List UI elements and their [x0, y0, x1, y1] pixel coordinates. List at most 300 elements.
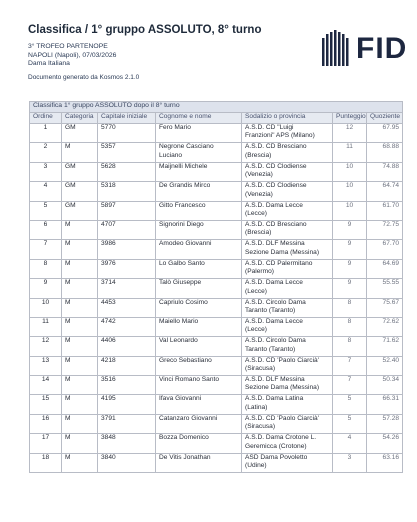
cell-quoziente-text: 74.88: [382, 162, 400, 170]
cell-categoria: [62, 240, 98, 259]
table-row: [30, 395, 403, 414]
cell-categoria: [62, 201, 98, 220]
cell-ordine-text: 18: [41, 453, 50, 461]
cell-capitale-text: 3976: [101, 259, 116, 267]
table-row: [30, 259, 403, 278]
cell-quoziente-text: 54.26: [382, 434, 400, 442]
cell-quoziente-text: 50.34: [382, 376, 400, 384]
cell-ordine: [30, 376, 62, 395]
column-header: Cognome e nome: [156, 113, 242, 124]
event-location-date: NAPOLI (Napoli), 07/03/2026: [28, 51, 117, 59]
cell-nome-text: De Grandis Mirco: [159, 182, 211, 190]
cell-categoria: [62, 434, 98, 453]
cell-quoziente: [367, 337, 403, 356]
cell-capitale-text: 5897: [101, 201, 116, 209]
cell-categoria: [62, 414, 98, 433]
cell-categoria-text: M: [65, 259, 71, 267]
cell-categoria-text: M: [65, 453, 71, 461]
cell-ordine-text: 14: [41, 376, 50, 384]
cell-punteggio: [333, 220, 367, 239]
cell-ordine: [30, 220, 62, 239]
cell-sodalizio-text: A.S.D. CD 'Paolo Ciarcià': [245, 356, 319, 364]
cell-quoziente: [367, 453, 403, 472]
cell-punteggio-text: 11: [346, 143, 353, 151]
cell-capitale: [98, 182, 156, 201]
cell-quoziente-text: 55.55: [382, 279, 400, 287]
cell-sodalizio-text: A.S.D. CD Clodiense: [245, 182, 307, 190]
cell-categoria: [62, 279, 98, 298]
cell-ordine-text: 1: [43, 124, 48, 131]
cell-sodalizio-text: (Udine): [245, 462, 267, 470]
cell-sodalizio-text: Taranto (Taranto): [245, 306, 296, 314]
table-row: [30, 201, 403, 220]
page-title: Classifica / 1° gruppo ASSOLUTO, 8° turno: [28, 24, 262, 36]
cell-sodalizio-text: (Palermo): [245, 268, 274, 276]
cell-categoria: [62, 143, 98, 162]
cell-quoziente-text: 72.75: [382, 220, 400, 228]
cell-punteggio: [333, 124, 367, 143]
cell-categoria-text: M: [65, 337, 71, 345]
cell-sodalizio-text: (Latina): [245, 403, 268, 411]
cell-quoziente-text: 57.28: [382, 414, 400, 422]
cell-sodalizio: [242, 279, 333, 298]
table-row: [30, 337, 403, 356]
cell-quoziente-text: 75.67: [382, 298, 400, 306]
cell-sodalizio-text: A.S.D. CD Bresciano: [245, 220, 307, 228]
cell-ordine: [30, 317, 62, 336]
cell-punteggio-text: 8: [347, 317, 352, 325]
cell-categoria: [62, 376, 98, 395]
cell-punteggio-text: 10: [345, 201, 354, 209]
cell-quoziente-text: 71.62: [382, 337, 400, 345]
cell-quoziente-text: 72.62: [382, 317, 400, 325]
cell-nome-text: Fero Mario: [159, 124, 191, 131]
cell-sodalizio: [242, 317, 333, 336]
cell-ordine-text: 9: [43, 279, 48, 287]
cell-punteggio: [333, 182, 367, 201]
column-header: Sodalizio o provincia: [242, 113, 333, 124]
cell-sodalizio-text: (Lecce): [245, 209, 267, 217]
cell-sodalizio-text: A.S.D. CD Clodiense: [245, 162, 307, 170]
cell-punteggio-text: 9: [347, 279, 352, 287]
cell-categoria-text: M: [65, 414, 71, 422]
cell-capitale: [98, 434, 156, 453]
cell-capitale: [98, 356, 156, 375]
cell-capitale: [98, 414, 156, 433]
cell-sodalizio-text: (Venezia): [245, 171, 273, 179]
cell-ordine-text: 4: [43, 182, 48, 190]
cell-categoria-text: M: [65, 395, 71, 403]
cell-ordine: [30, 240, 62, 259]
cell-punteggio: [333, 298, 367, 317]
cell-capitale-text: 5628: [101, 162, 116, 170]
cell-sodalizio-text: A.S.D. CD Bresciano: [245, 143, 307, 151]
table-row: [30, 162, 403, 181]
cell-sodalizio-text: A.S.D. CD "Luigi: [245, 124, 294, 131]
cell-categoria: [62, 162, 98, 181]
table-row: [30, 240, 403, 259]
cell-ordine: [30, 279, 62, 298]
column-header: Categoria: [62, 113, 98, 124]
cell-capitale-text: 3791: [101, 414, 116, 422]
cell-quoziente: [367, 376, 403, 395]
cell-sodalizio-text: (Brescia): [245, 229, 272, 237]
cell-categoria-text: GM: [65, 124, 76, 131]
cell-punteggio: [333, 162, 367, 181]
cell-ordine-text: 6: [43, 220, 48, 228]
table-caption: Classifica 1° gruppo ASSOLUTO dopo il 8° turno: [30, 102, 403, 113]
cell-sodalizio: [242, 162, 333, 181]
cell-quoziente-text: 64.74: [382, 182, 400, 190]
cell-sodalizio-text: A.S.D. Circolo Dama: [245, 337, 306, 345]
cell-punteggio-text: 7: [347, 356, 352, 364]
cell-categoria-text: M: [65, 298, 71, 306]
cell-punteggio-text: 10: [345, 162, 354, 170]
cell-categoria: [62, 395, 98, 414]
cell-categoria-text: M: [65, 376, 71, 384]
cell-sodalizio-text: Sezione Dama (Messina): [245, 384, 320, 392]
cell-sodalizio-text: (Siracusa): [245, 423, 276, 431]
cell-sodalizio: [242, 220, 333, 239]
cell-punteggio-text: 8: [347, 298, 352, 306]
cell-sodalizio: [242, 124, 333, 143]
cell-sodalizio-text: (Siracusa): [245, 365, 276, 373]
cell-quoziente-text: 68.88: [382, 143, 400, 151]
cell-capitale-text: 4742: [101, 317, 116, 325]
table-caption-row: [30, 102, 403, 113]
table-header-row: [30, 113, 403, 124]
cell-capitale-text: 4453: [101, 298, 116, 306]
cell-nome: [156, 240, 242, 259]
cell-categoria-text: M: [65, 434, 71, 442]
cell-ordine: [30, 182, 62, 201]
cell-ordine-text: 2: [43, 143, 48, 151]
cell-nome-text: Bozza Domenico: [159, 434, 209, 442]
table-row: [30, 414, 403, 433]
cell-capitale-text: 3714: [101, 279, 116, 287]
cell-ordine: [30, 414, 62, 433]
cell-capitale: [98, 220, 156, 239]
cell-quoziente: [367, 220, 403, 239]
generator-note: Documento generato da Kosmos 2.1.0: [28, 74, 140, 81]
cell-punteggio-text: 9: [347, 259, 352, 267]
cell-ordine: [30, 434, 62, 453]
cell-capitale-text: 5357: [101, 143, 116, 151]
cell-capitale: [98, 201, 156, 220]
cell-ordine-text: 5: [43, 201, 48, 209]
cell-quoziente-text: 67.95: [382, 124, 400, 131]
cell-nome: [156, 162, 242, 181]
cell-nome-text: Amodeo Giovanni: [159, 240, 212, 248]
cell-quoziente-text: 66.31: [382, 395, 400, 403]
cell-nome-text: Lo Galbo Santo: [159, 259, 205, 267]
cell-nome: [156, 220, 242, 239]
table-row: [30, 356, 403, 375]
cell-sodalizio: [242, 356, 333, 375]
cell-quoziente: [367, 395, 403, 414]
cell-nome-text: Vinci Romano Santo: [159, 376, 219, 384]
cell-sodalizio-text: (Lecce): [245, 287, 267, 295]
cell-punteggio: [333, 279, 367, 298]
cell-capitale-text: 4707: [101, 220, 116, 228]
cell-categoria-text: GM: [65, 201, 76, 209]
cell-quoziente: [367, 414, 403, 433]
cell-quoziente: [367, 240, 403, 259]
cell-punteggio-text: 8: [347, 337, 352, 345]
cell-punteggio: [333, 143, 367, 162]
cell-punteggio-text: 10: [345, 182, 354, 190]
cell-sodalizio: [242, 414, 333, 433]
cell-categoria: [62, 298, 98, 317]
cell-sodalizio: [242, 259, 333, 278]
cell-sodalizio-text: Sezione Dama (Messina): [245, 248, 320, 256]
cell-sodalizio-text: A.S.D. CD 'Paolo Ciarcià': [245, 414, 319, 422]
cell-quoziente: [367, 298, 403, 317]
cell-sodalizio-text: (Lecce): [245, 326, 267, 334]
cell-sodalizio: [242, 182, 333, 201]
cell-quoziente: [367, 201, 403, 220]
cell-capitale-text: 4195: [101, 395, 116, 403]
cell-capitale-text: 3986: [101, 240, 116, 248]
cell-ordine-text: 11: [42, 317, 49, 325]
cell-ordine-text: 10: [41, 298, 50, 306]
cell-nome-text: Talò Giuseppe: [159, 279, 202, 287]
cell-quoziente: [367, 279, 403, 298]
cell-capitale: [98, 453, 156, 472]
cell-quoziente-text: 67.70: [382, 240, 400, 248]
cell-ordine-text: 15: [41, 395, 50, 403]
cell-capitale: [98, 317, 156, 336]
cell-categoria: [62, 453, 98, 472]
cell-capitale: [98, 259, 156, 278]
cell-categoria-text: M: [65, 317, 71, 325]
cell-punteggio: [333, 317, 367, 336]
cell-nome-text: Negrone Casciano: [159, 143, 214, 151]
column-header: Punteggio: [333, 113, 367, 124]
cell-nome-text: Signorini Diego: [159, 220, 204, 228]
cell-punteggio: [333, 356, 367, 375]
cell-capitale: [98, 240, 156, 259]
cell-sodalizio: [242, 143, 333, 162]
cell-capitale-text: 4406: [101, 337, 116, 345]
cell-ordine-text: 8: [43, 259, 48, 267]
table-row: [30, 143, 403, 162]
cell-categoria: [62, 317, 98, 336]
cell-ordine: [30, 337, 62, 356]
table-row: [30, 182, 403, 201]
cell-quoziente: [367, 356, 403, 375]
cell-nome: [156, 298, 242, 317]
cell-categoria-text: M: [65, 143, 71, 151]
cell-sodalizio-text: Taranto (Taranto): [245, 345, 296, 353]
cell-ordine: [30, 453, 62, 472]
cell-nome: [156, 124, 242, 143]
cell-punteggio: [333, 259, 367, 278]
fid-logo-icon: [320, 30, 354, 68]
cell-ordine-text: 12: [41, 337, 50, 345]
cell-sodalizio: [242, 337, 333, 356]
cell-capitale-text: 4218: [101, 356, 116, 364]
cell-capitale: [98, 279, 156, 298]
cell-categoria-text: M: [65, 279, 71, 287]
table-row: [30, 453, 403, 472]
cell-ordine: [30, 124, 62, 143]
cell-punteggio: [333, 434, 367, 453]
cell-sodalizio: [242, 201, 333, 220]
cell-ordine-text: 16: [41, 414, 50, 422]
cell-sodalizio-text: Geremicca (Crotone): [245, 442, 307, 450]
cell-nome: [156, 279, 242, 298]
table-row: [30, 279, 403, 298]
cell-nome: [156, 143, 242, 162]
cell-sodalizio-text: A.S.D. DLF Messina: [245, 240, 305, 248]
cell-punteggio-text: 9: [347, 220, 352, 228]
cell-punteggio: [333, 376, 367, 395]
cell-nome: [156, 201, 242, 220]
cell-punteggio: [333, 453, 367, 472]
cell-capitale: [98, 162, 156, 181]
cell-nome-text: Gitto Francesco: [159, 201, 206, 209]
cell-sodalizio-text: A.S.D. CD Palermitano: [245, 259, 313, 267]
cell-quoziente-text: 63.16: [382, 453, 400, 461]
cell-sodalizio: [242, 240, 333, 259]
cell-nome-text: De Vitis Jonathan: [159, 453, 211, 461]
cell-capitale-text: 5318: [101, 182, 116, 190]
cell-categoria-text: M: [65, 220, 71, 228]
cell-sodalizio-text: ASD Dama Povoletto: [245, 453, 308, 461]
cell-ordine: [30, 395, 62, 414]
cell-categoria: [62, 182, 98, 201]
event-name: 3° TROFEO PARTENOPE: [28, 43, 108, 50]
cell-sodalizio-text: A.S.D. Dama Crotone L.: [245, 434, 317, 442]
cell-categoria: [62, 356, 98, 375]
cell-sodalizio-text: A.S.D. DLF Messina: [245, 376, 305, 384]
cell-ordine: [30, 298, 62, 317]
cell-nome-text: Catanzaro Giovanni: [159, 414, 218, 422]
cell-punteggio: [333, 337, 367, 356]
cell-capitale-text: 5770: [101, 124, 116, 131]
cell-sodalizio-text: A.S.D. Dama Lecce: [245, 279, 303, 287]
cell-quoziente: [367, 434, 403, 453]
cell-capitale: [98, 298, 156, 317]
cell-nome-text: Luciano: [159, 151, 183, 159]
cell-categoria-text: M: [65, 356, 71, 364]
cell-ordine-text: 13: [41, 356, 50, 364]
cell-sodalizio-text: (Brescia): [245, 151, 272, 159]
cell-quoziente: [367, 124, 403, 143]
cell-nome: [156, 414, 242, 433]
table-row: [30, 434, 403, 453]
cell-sodalizio: [242, 298, 333, 317]
cell-punteggio-text: 4: [347, 434, 352, 442]
cell-punteggio: [333, 414, 367, 433]
cell-nome: [156, 453, 242, 472]
cell-categoria-text: M: [65, 240, 71, 248]
cell-categoria: [62, 124, 98, 143]
cell-ordine: [30, 259, 62, 278]
cell-quoziente: [367, 143, 403, 162]
cell-sodalizio-text: (Venezia): [245, 190, 273, 198]
standings-table: [29, 101, 403, 473]
cell-punteggio-text: 5: [347, 414, 352, 422]
cell-sodalizio-text: A.S.D. Dama Latina: [245, 395, 304, 403]
cell-capitale: [98, 376, 156, 395]
column-header: Quoziente: [367, 113, 403, 124]
cell-sodalizio-text: A.S.D. Dama Lecce: [245, 317, 303, 325]
fid-logo: [320, 26, 412, 72]
cell-ordine-text: 3: [43, 162, 48, 170]
table-row: [30, 298, 403, 317]
cell-nome: [156, 376, 242, 395]
cell-nome: [156, 337, 242, 356]
cell-quoziente-text: 52.40: [382, 356, 400, 364]
cell-capitale: [98, 395, 156, 414]
cell-capitale-text: 3840: [101, 453, 116, 461]
cell-ordine: [30, 201, 62, 220]
cell-nome-text: Maiello Mario: [159, 317, 199, 325]
cell-capitale-text: 3516: [101, 376, 116, 384]
cell-quoziente: [367, 182, 403, 201]
cell-capitale: [98, 143, 156, 162]
event-info: [28, 43, 116, 69]
cell-punteggio-text: 3: [347, 453, 352, 461]
cell-sodalizio: [242, 434, 333, 453]
cell-nome: [156, 259, 242, 278]
cell-ordine-text: 7: [43, 240, 48, 248]
cell-ordine-text: 17: [41, 434, 50, 442]
cell-capitale-text: 3848: [101, 434, 116, 442]
cell-nome-text: Maijnelli Michele: [159, 162, 208, 170]
game-type: Dama Italiana: [28, 60, 70, 68]
cell-categoria: [62, 337, 98, 356]
cell-quoziente: [367, 317, 403, 336]
cell-punteggio: [333, 201, 367, 220]
cell-nome: [156, 182, 242, 201]
cell-categoria: [62, 259, 98, 278]
table-row: [30, 317, 403, 336]
cell-sodalizio-text: A.S.D. Circolo Dama: [245, 298, 306, 306]
cell-punteggio-text: 12: [345, 124, 354, 131]
cell-categoria-text: GM: [65, 182, 76, 190]
cell-nome: [156, 434, 242, 453]
cell-ordine: [30, 356, 62, 375]
cell-categoria: [62, 220, 98, 239]
cell-ordine: [30, 162, 62, 181]
cell-nome-text: Ifava Giovanni: [159, 395, 202, 403]
cell-sodalizio: [242, 395, 333, 414]
cell-punteggio-text: 7: [347, 376, 352, 384]
table-row: [30, 220, 403, 239]
cell-sodalizio-text: Franzioni" APS (Milano): [245, 132, 315, 140]
column-header: Capitale iniziale: [98, 113, 156, 124]
cell-quoziente-text: 61.70: [382, 201, 400, 209]
cell-punteggio-text: 9: [347, 240, 352, 248]
cell-nome: [156, 317, 242, 336]
cell-nome-text: Greco Sebastiano: [159, 356, 212, 364]
cell-nome: [156, 356, 242, 375]
cell-nome-text: Val Leonardo: [159, 337, 198, 345]
cell-quoziente: [367, 259, 403, 278]
cell-punteggio-text: 5: [347, 395, 352, 403]
cell-sodalizio: [242, 453, 333, 472]
table-row: [30, 124, 403, 143]
fid-logo-text: FID: [356, 32, 408, 65]
column-header: Ordine: [30, 113, 62, 124]
cell-quoziente-text: 64.69: [382, 259, 400, 267]
cell-quoziente: [367, 162, 403, 181]
cell-categoria-text: GM: [65, 162, 76, 170]
table-row: [30, 376, 403, 395]
